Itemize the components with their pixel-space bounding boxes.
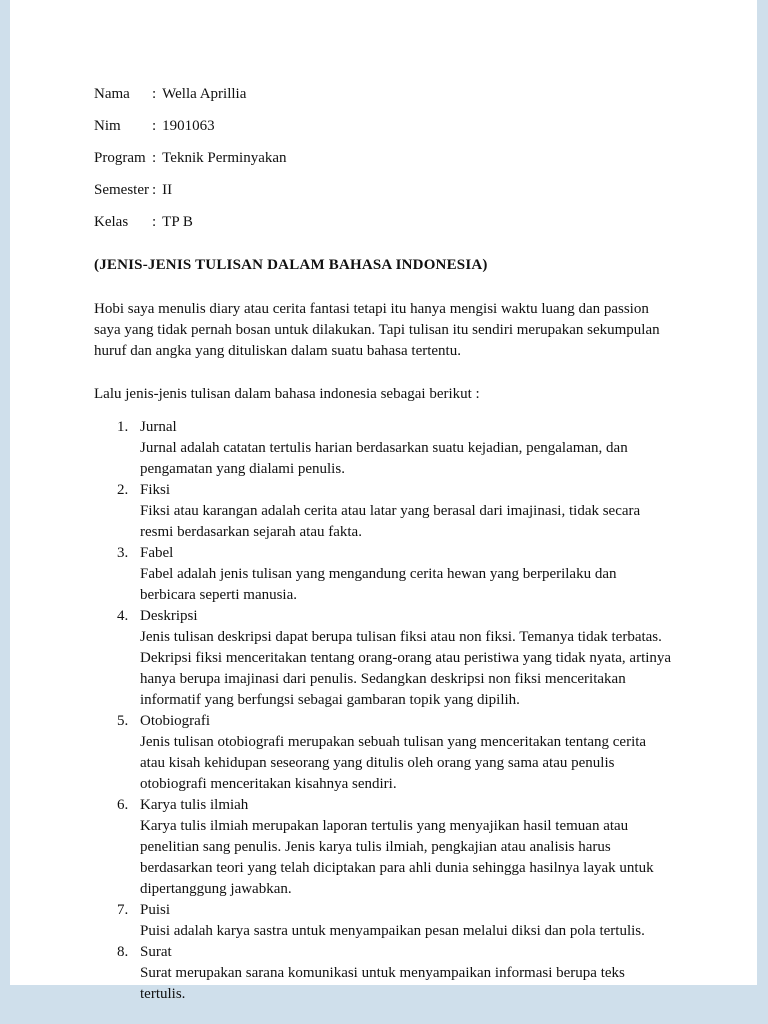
- list-item-number: 8.: [117, 944, 129, 960]
- list-item-number: 1.: [117, 419, 129, 435]
- header-field-label: Program: [94, 150, 146, 166]
- list-item-description: Surat merupakan sarana komunikasi untuk menyampaikan informasi berupa teks tertulis.: [140, 965, 625, 1002]
- list-item-number: 3.: [117, 545, 129, 561]
- header-field-value: II: [162, 182, 173, 198]
- list-item-description: Jenis tulisan otobiografi merupakan sebuah tulisan yang menceritakan tentang cerita atau kisah kehidupan seseorang yang ditulis oleh orang yang sama atau penulis otobiografi menceritakan kisahnya sendiri.: [140, 734, 647, 792]
- list-item-number: 7.: [117, 902, 129, 918]
- document-content: [94, 84, 673, 1005]
- list-item-description: Puisi adalah karya sastra untuk menyampaikan pesan melalui diksi dan pola tertulis.: [140, 923, 645, 939]
- header-field-label: Kelas: [94, 214, 129, 230]
- list-item-body: [140, 795, 673, 900]
- list-item-description: Jurnal adalah catatan tertulis harian berdasarkan suatu kejadian, pengalaman, dan pengamatan yang dialami penulis.: [140, 440, 628, 477]
- list-item-surat: [117, 942, 673, 1005]
- header-field-value: 1901063: [162, 118, 215, 134]
- header-field-separator: :: [152, 118, 157, 134]
- header-field-program: [94, 148, 673, 169]
- list-item-body: [140, 606, 673, 711]
- header-field-nim: [94, 116, 673, 137]
- writing-types-list: [94, 417, 673, 1005]
- header-field-separator: :: [152, 214, 157, 230]
- header-field-nama: [94, 84, 673, 105]
- header-field-semester: [94, 180, 673, 201]
- header-field-separator: :: [152, 182, 157, 198]
- list-item-description: Fabel adalah jenis tulisan yang mengandung cerita hewan yang berperilaku dan berbicara seperti manusia.: [140, 566, 617, 603]
- list-item-description: Fiksi atau karangan adalah cerita atau latar yang berasal dari imajinasi, tidak secara resmi berdasarkan sejarah atau fakta.: [140, 503, 641, 540]
- list-item-fabel: [117, 543, 673, 606]
- list-item-body: [140, 417, 673, 480]
- document-title: (JENIS-JENIS TULISAN DALAM BAHASA INDONESIA): [94, 257, 488, 273]
- list-item-description: Karya tulis ilmiah merupakan laporan tertulis yang menyajikan hasil temuan atau penelitian sang penulis. Jenis karya tulis ilmiah, pengkajian atau analisis harus berdasarkan teori yang telah diciptakan para ahli dunia sehingga hasilnya layak untuk dipertanggung jawabkan.: [140, 818, 654, 897]
- list-item-title: Fabel: [140, 545, 174, 561]
- header-field-separator: :: [152, 150, 157, 166]
- intro-paragraph: Hobi saya menulis diary atau cerita fantasi tetapi itu hanya mengisi waktu luang dan passion saya yang tidak pernah bosan untuk dilakukan. Tapi tulisan itu sendiri merupakan sekumpulan huruf dan angka yang dituliskan dalam suatu bahasa tertentu.: [94, 301, 660, 359]
- header-field-separator: :: [152, 86, 157, 102]
- list-item-title: Karya tulis ilmiah: [140, 797, 249, 813]
- list-item-title: Surat: [140, 944, 172, 960]
- list-item-title: Otobiografi: [140, 713, 210, 729]
- list-item-number: 6.: [117, 797, 129, 813]
- list-item-title: Fiksi: [140, 482, 171, 498]
- header-field-label: Nim: [94, 118, 121, 134]
- list-item-description: Jenis tulisan deskripsi dapat berupa tulisan fiksi atau non fiksi. Temanya tidak terbatas. Dekripsi fiksi menceritakan tentang orang-orang atau peristiwa yang tidak nyata, artinya hanya berupa imajinasi dari penulis. Sedangkan deskripsi non fiksi menceritakan informatif yang berfungsi sebagai gambaran topik yang dipilih.: [140, 629, 672, 708]
- header-field-value: Teknik Perminyakan: [162, 150, 287, 166]
- list-item-puisi: [117, 900, 673, 942]
- header-field-label: Semester: [94, 182, 149, 198]
- header-field-kelas: [94, 212, 673, 233]
- list-item-otobiografi: [117, 711, 673, 795]
- list-item-body: [140, 711, 673, 795]
- student-info-block: [94, 84, 673, 233]
- list-item-number: 5.: [117, 713, 129, 729]
- header-field-value: TP B: [162, 214, 193, 230]
- list-item-body: [140, 480, 673, 543]
- list-item-body: [140, 942, 673, 1005]
- list-item-karya-tulis-ilmiah: [117, 795, 673, 900]
- list-item-deskripsi: [117, 606, 673, 711]
- list-item-jurnal: [117, 417, 673, 480]
- list-item-fiksi: [117, 480, 673, 543]
- list-item-number: 4.: [117, 608, 129, 624]
- header-field-label: Nama: [94, 86, 130, 102]
- list-item-title: Jurnal: [140, 419, 177, 435]
- list-item-body: [140, 543, 673, 606]
- list-item-body: [140, 900, 673, 942]
- document-page: [10, 0, 757, 1002]
- list-item-title: Puisi: [140, 902, 171, 918]
- header-field-value: Wella Aprillia: [162, 86, 247, 102]
- list-item-title: Deskripsi: [140, 608, 198, 624]
- list-intro: Lalu jenis-jenis tulisan dalam bahasa indonesia sebagai berikut :: [94, 386, 480, 402]
- list-item-number: 2.: [117, 482, 129, 498]
